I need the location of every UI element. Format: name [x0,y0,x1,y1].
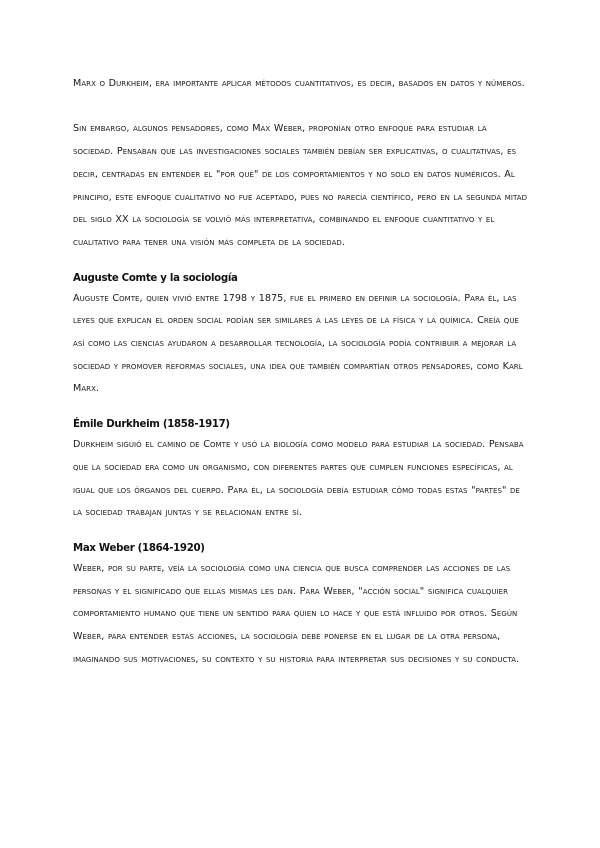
page-content [73,73,529,671]
section-gap [73,401,529,416]
heading-weber: Max Weber (1864-1920) [73,542,205,554]
paragraph-gap [73,96,529,119]
paragraph-weber: Weber, por su parte, veía la sociología como una ciencia que busca comprender las acciones de las personas y el significado que ellas mismas les dan. Para Weber, "acción social" significa cualquier comportamiento humano que tiene un sentido para quien lo hace y que está influido por otros. Según Weber, para entender estas acciones, la sociología debe ponerse en el lugar de la otra persona, imaginando sus motivaciones, su contexto y su historia para interpretar sus decisiones y su conducta. [73,562,520,665]
paragraph-durkheim: Durkheim siguió el camino de Comte y usó la biología como modelo para estudiar la sociedad. Pensaba que la sociedad era como un organismo, con diferentes partes que cumplen funciones específicas, al igual que los órganos del cuerpo. Para él, la sociología debía estudiar cómo todas estas "partes" de la sociedad trabajan juntas y se relacionan entre sí. [73,439,524,519]
heading-comte: Auguste Comte y la sociología [73,272,238,284]
section-gap [73,255,529,270]
paragraph-weber-intro: Sin embargo, algunos pensadores, como Max Weber, proponían otro enfoque para estudiar la sociedad. Pensaban que las investigaciones sociales también debían ser explicativas, o cualitativas, es decir, centradas en entender el "por qué" de los comportamientos y no solo en datos numéricos. Al principio, este enfoque cualitativo no fue aceptado, pues no parecía científico, pero en la segunda mitad del siglo XX la sociología se volvió más interpretativa, combinando el enfoque cuantitativo y el cualitativo para tener una visión más completa de la sociedad. [73,123,528,248]
section-gap [73,525,529,540]
heading-durkheim: Émile Durkheim (1858-1917) [73,419,230,431]
paragraph-intro-end: Marx o Durkheim, era importante aplicar métodos cuantitativos, es decir, basados en datos y números. [73,78,525,89]
paragraph-comte: Auguste Comte, quien vivió entre 1798 y 1875, fue el primero en definir la sociología. Para él, las leyes que explican el orden social podían ser similares a las leyes de la física y la química. Creía que así como las ciencias ayudaron a desarrollar tecnología, la sociología podía contribuir a mejorar la sociedad y promover reformas sociales, una idea que también compartían otros pensadores, como Karl Marx. [73,292,523,395]
